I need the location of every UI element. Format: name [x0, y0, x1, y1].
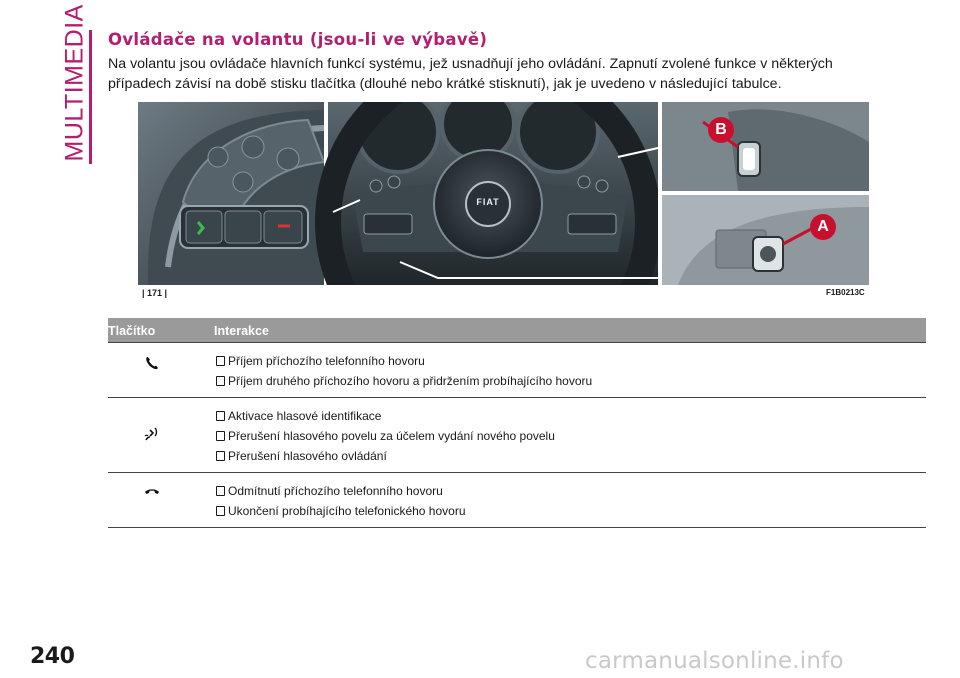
- table-header: [108, 318, 926, 342]
- bullet-box-icon: [216, 451, 225, 461]
- list-item: [216, 351, 926, 371]
- row-items: [216, 473, 926, 527]
- steering-wheel-figure: [138, 102, 869, 285]
- phone-answer-icon: [144, 355, 160, 371]
- figure-code: F1B0213C: [826, 288, 865, 297]
- list-item: [216, 481, 926, 501]
- item-text: Ukončení probíhajícího telefonického hovoru: [228, 504, 466, 518]
- bullet-box-icon: [216, 486, 225, 496]
- header-button: Tlačítko: [108, 324, 156, 338]
- table-row: [108, 342, 926, 397]
- intro-paragraph: Na volantu jsou ovládače hlavních funkcí systému, jež usnadňují jeho ovládání. Zapnutí zvolené funkce v některých případech závisí na době stisku tlačítka (dlouhé nebo krátké stisknutí), jak je uvedeno v následující tabulce.: [108, 56, 833, 92]
- row-items: [216, 343, 926, 397]
- item-text: Přerušení hlasového povelu za účelem vydání nového povelu: [228, 429, 555, 443]
- section-heading: Ovládače na volantu (jsou-li ve výbavě): [108, 30, 488, 49]
- item-text: Příjem druhého příchozího hovoru a přidržením probíhajícího hovoru: [228, 374, 593, 388]
- figure-number-text: | 171 |: [142, 288, 168, 298]
- phone-hangup-icon: [144, 483, 160, 499]
- steering-wheel-illustration: [138, 102, 869, 285]
- marker-a: A: [810, 214, 836, 240]
- marker-b: B: [708, 117, 734, 143]
- list-item: [216, 501, 926, 521]
- list-item: [216, 406, 926, 426]
- bullet-box-icon: [216, 376, 225, 386]
- bullet-box-icon: [216, 431, 225, 441]
- item-text: Přerušení hlasového ovládání: [228, 449, 387, 463]
- item-text: Odmítnutí příchozího telefonního hovoru: [228, 484, 443, 498]
- section-tab-label: MULTIMEDIA: [60, 4, 89, 162]
- controls-table: [108, 318, 926, 528]
- row-items: [216, 398, 926, 472]
- watermark: carmanualsonline.info: [585, 648, 844, 674]
- section-tab: [56, 4, 92, 164]
- table-row: [108, 472, 926, 528]
- bullet-box-icon: [216, 411, 225, 421]
- list-item: [216, 371, 926, 391]
- list-item: [216, 446, 926, 466]
- voice-command-icon: [144, 426, 160, 442]
- fiat-logo: FIAT: [476, 197, 500, 207]
- item-text: Aktivace hlasové identifikace: [228, 409, 382, 423]
- item-text: Příjem příchozího telefonního hovoru: [228, 354, 425, 368]
- figure-number: [142, 288, 167, 298]
- bullet-box-icon: [216, 356, 225, 366]
- header-interaction: Interakce: [214, 324, 269, 338]
- page-number: 240: [30, 644, 75, 669]
- list-item: [216, 426, 926, 446]
- bullet-box-icon: [216, 506, 225, 516]
- table-row: [108, 397, 926, 472]
